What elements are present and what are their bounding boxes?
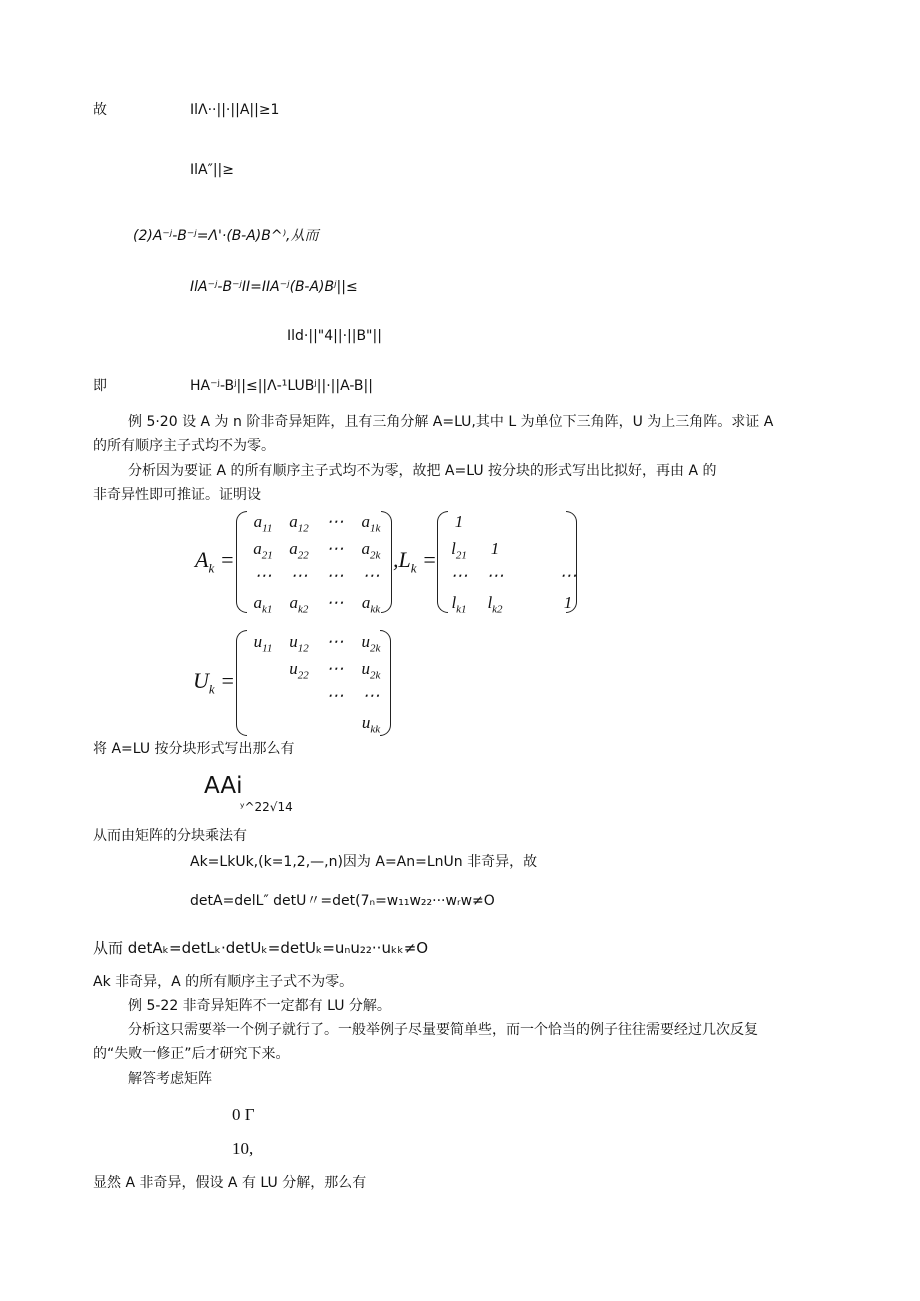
matrix-cell: $a_{1k}$	[361, 512, 381, 535]
paragraph-line: 将 A=LU 按分块形式写出那么有	[93, 741, 295, 757]
expression-aai: AAi	[204, 773, 243, 799]
matrix-bracket	[566, 511, 577, 613]
equation-line: Ild·||"4||·||B"||	[287, 328, 382, 344]
paragraph-line: 的“失败一修正”后才研究下来。	[93, 1046, 290, 1062]
paragraph-line: 分析这只需要举一个例子就行了。一般举例子尽量要简单些，而一个恰当的例子往往需要经过几次反复	[128, 1022, 758, 1038]
equation-line: HA⁻ʲ-Bʲ||≤||Λ-¹LUBʲ||·||A-B||	[190, 378, 373, 394]
matrix-cell: ⋯	[326, 539, 344, 558]
matrix-cell: ⋯	[290, 566, 308, 585]
equation-line: detA=delL″ detU〃=det(7ₙ=w₁₁w₂₂···wᵣw≠O	[190, 893, 495, 909]
equation-line: (2)A⁻ʲ-B⁻ʲ=Λ'·(B-A)B^⁾,从而	[133, 228, 319, 244]
matrix-cell: ⋯	[362, 566, 380, 585]
matrix-cell: ⋯	[450, 566, 468, 585]
matrix-cell: $a_{2k}$	[361, 539, 381, 562]
matrix-cell: ⋯	[326, 632, 344, 651]
matrix-cell: $u_{22}$	[289, 659, 309, 682]
paragraph-line: 显然 A 非奇异，假设 A 有 LU 分解，那么有	[93, 1175, 367, 1191]
equation-line: IlA⁻ʲ-B⁻ʲII=IIA⁻ʲ(B-A)Bʲ||≤	[190, 279, 358, 295]
matrix-cell: $l_{k2}$	[487, 593, 503, 616]
label-gu: 故	[93, 102, 107, 118]
matrix-cell: $l_{21}$	[451, 539, 467, 562]
matrix-cell: 1	[454, 512, 464, 531]
matrix-u-label: $U_k$ =	[193, 668, 236, 697]
matrix-cell: ⋯	[326, 659, 344, 678]
matrix-row: 10,	[232, 1139, 254, 1158]
equation-line: IlΛ··||·||A||≥1	[190, 102, 280, 118]
paragraph-line: 分析因为要证 A 的所有顺序主子式均不为零，故把 A=LU 按分块的形式写出比拟好，再由 A 的	[128, 463, 717, 479]
matrix-cell: 1	[490, 539, 500, 558]
matrix-cell: ⋯	[486, 566, 504, 585]
matrix-a-label: $A_k$ =	[195, 547, 235, 576]
paragraph-line: 例 5·20 设 A 为 n 阶非奇异矩阵，且有三角分解 A=LU,其中 L 为单位下三角阵，U 为上三角阵。求证 A	[128, 414, 774, 430]
matrix-cell: $a_{22}$	[289, 539, 309, 562]
label-ji: 即	[93, 378, 107, 394]
paragraph-line: 从而由矩阵的分块乘法有	[93, 828, 247, 844]
matrix-cell: ⋯	[326, 512, 344, 531]
matrix-cell: ⋯	[559, 566, 577, 585]
matrix-cell: $a_{k1}$	[253, 593, 273, 616]
equation-line: 从而 detAₖ=detLₖ·detUₖ=detUₖ=uₙu₂₂··uₖₖ≠O	[93, 939, 429, 957]
matrix-cell: ⋯	[326, 686, 344, 705]
matrix-bracket	[381, 511, 392, 613]
matrix-cell: $a_{12}$	[289, 512, 309, 535]
matrix-cell: $l_{k1}$	[451, 593, 467, 616]
matrix-cell: $u_{12}$	[289, 632, 309, 655]
matrix-cell: $u_{kk}$	[361, 713, 381, 736]
matrix-cell: $a_{kk}$	[361, 593, 381, 616]
matrix-cell: 1	[563, 593, 573, 612]
matrix-cell: $a_{11}$	[253, 512, 273, 535]
matrix-cell: ⋯	[362, 686, 380, 705]
paragraph-line: 解答考虑矩阵	[128, 1071, 212, 1087]
matrix-l-label: $,L_k$ =	[393, 547, 437, 576]
paragraph-line: 的所有顺序主子式均不为零。	[93, 438, 275, 454]
matrix-cell: $a_{k2}$	[289, 593, 309, 616]
matrix-cell: $u_{11}$	[253, 632, 273, 655]
paragraph-line: Ak=LkUk,(k=1,2,—,n)因为 A=An=LnUn 非奇异，故	[190, 854, 538, 870]
matrix-cell: $u_{2k}$	[361, 659, 381, 682]
paragraph-line: Ak 非奇异，A 的所有顺序主子式不为零。	[93, 974, 354, 990]
matrix-cell: $u_{2k}$	[361, 632, 381, 655]
matrix-row: 0 Γ	[232, 1105, 255, 1124]
matrix-cell: ⋯	[254, 566, 272, 585]
equation-line: IlA″||≥	[190, 162, 234, 178]
paragraph-line: 非奇异性即可推证。证明设	[93, 487, 261, 503]
matrix-bracket	[380, 630, 391, 736]
matrix-cell: $a_{21}$	[253, 539, 273, 562]
matrix-cell: ⋯	[326, 566, 344, 585]
matrix-cell: ⋯	[326, 593, 344, 612]
paragraph-line: 例 5-22 非奇异矩阵不一定都有 LU 分解。	[128, 998, 391, 1014]
expression-aai-subscript: ʸ^22√14	[240, 800, 293, 814]
